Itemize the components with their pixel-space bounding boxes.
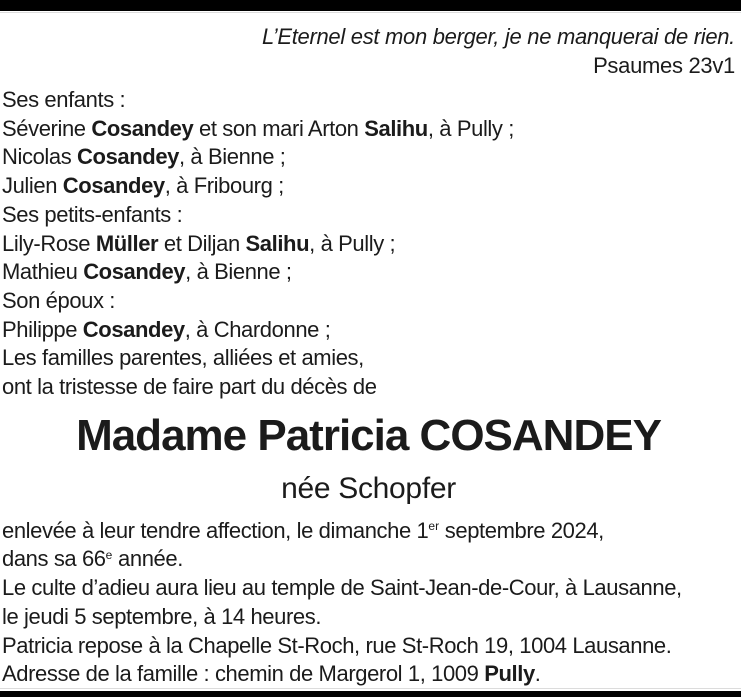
maiden-name-subheading: née Schopfer: [281, 471, 456, 505]
top-border-bar: [0, 0, 741, 11]
notice-line: Julien Cosandey, à Fribourg ;: [2, 173, 284, 199]
notice-line: Philippe Cosandey, à Chardonne ;: [2, 316, 331, 342]
notice-line: Lily-Rose Müller et Diljan Salihu, à Pully ;: [2, 230, 396, 256]
notice-line: Ses enfants :: [2, 87, 126, 112]
bottom-border-bar: [0, 691, 741, 697]
notice-line: dans sa 66e année.: [2, 546, 183, 572]
notice-line: Nicolas Cosandey, à Bienne ;: [2, 144, 286, 170]
notice-line: Ses petits-enfants :: [2, 201, 183, 227]
notice-line: Adresse de la famille : chemin de Margerol 1, 1009 Pully.: [2, 661, 541, 687]
notice-line: Séverine Cosandey et son mari Arton Salihu, à Pully ;: [2, 115, 514, 141]
notice-line: le jeudi 5 septembre, à 14 heures.: [2, 603, 322, 629]
notice-line: Son époux :: [2, 287, 116, 313]
scripture-block: [2, 22, 735, 80]
notice-line: Patricia repose à la Chapelle St-Roch, rue St-Roch 19, 1004 Lausanne.: [2, 632, 672, 658]
notice-line: Les familles parentes, alliées et amies,: [2, 345, 364, 371]
funeral-details: [2, 517, 735, 689]
scripture-reference: Psaumes 23v1: [593, 53, 735, 78]
deceased-name-heading: Madame Patricia COSANDEY: [76, 410, 661, 460]
notice-content: [0, 13, 741, 689]
notice-line: Mathieu Cosandey, à Bienne ;: [2, 259, 292, 285]
scripture-quote: L’Eternel est mon berger, je ne manquerai de rien.: [262, 24, 735, 49]
notice-line: enlevée à leur tendre affection, le dimanche 1er septembre 2024,: [2, 517, 604, 543]
bottom-hairline: [0, 688, 741, 689]
notice-line: Le culte d’adieu aura lieu au temple de Saint-Jean-de-Cour, à Lausanne,: [2, 575, 682, 601]
notice-line: ont la tristesse de faire part du décès de: [2, 374, 377, 400]
family-announcement: [2, 86, 735, 402]
